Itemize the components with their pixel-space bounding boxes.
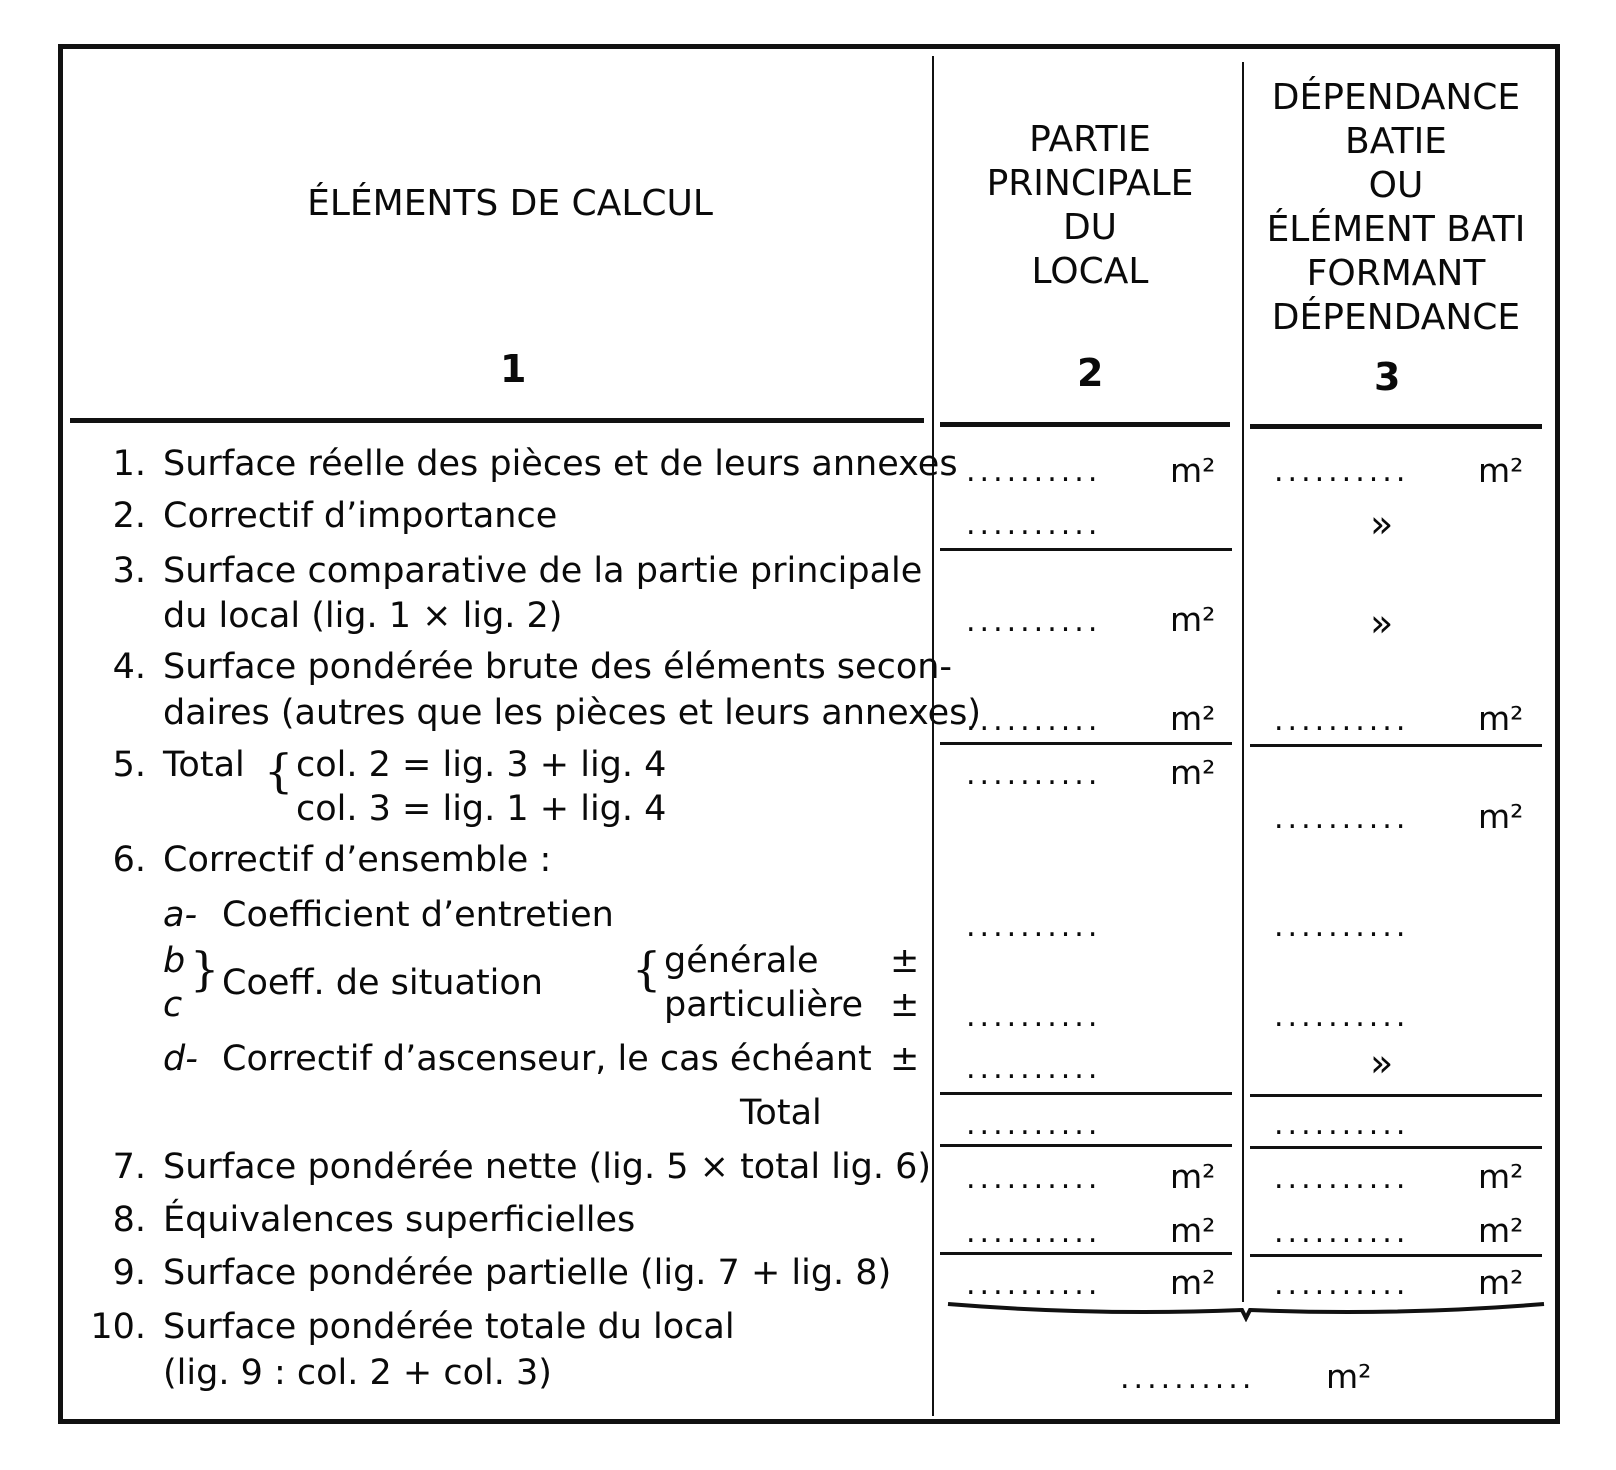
col3-header-line: FORMANT: [1306, 253, 1486, 294]
row-label: du local (lig. 1 × lig. 2): [163, 596, 563, 636]
col3-header-line: DÉPENDANCE: [1271, 297, 1521, 338]
brace: }: [190, 942, 220, 996]
unit-m2: m²: [1478, 1157, 1524, 1196]
col2-header-line: DU: [1062, 207, 1118, 248]
col3-number: 3: [1374, 355, 1401, 399]
col-divider-1: [932, 56, 934, 1416]
unit-m2: m²: [1170, 1157, 1216, 1196]
row-label: Surface pondérée brute des éléments secon-: [163, 647, 953, 687]
unit-m2: m²: [1170, 699, 1216, 738]
row-label: Correctif d’ascenseur, le cas échéant: [222, 1039, 872, 1079]
row-number: 3.: [112, 551, 146, 591]
dots-field: ..........: [966, 999, 1102, 1034]
row-number: 1.: [112, 444, 146, 484]
sub-letter: d-: [163, 1039, 198, 1079]
dots-field: ..........: [1274, 999, 1410, 1034]
rule-col2: [940, 548, 1232, 551]
rule-col2: [940, 1144, 1232, 1147]
unit-m2: m²: [1478, 1211, 1524, 1250]
sub-letter: a-: [163, 895, 198, 935]
row-label: Correctif d’ensemble :: [163, 840, 552, 880]
dots-field: ..........: [966, 703, 1102, 738]
row-number: 9.: [112, 1253, 146, 1293]
ditto-mark: »: [1370, 1041, 1394, 1085]
row-number: 8.: [112, 1200, 146, 1240]
rule-col3: [1250, 744, 1542, 747]
dots-field: ..........: [1274, 1267, 1410, 1302]
dots-field: ..........: [966, 1215, 1102, 1250]
unit-m2: m²: [1170, 600, 1216, 639]
unit-m2: m²: [1478, 451, 1524, 490]
merge-brace: [946, 1298, 1546, 1322]
col3-header-line: BATIE: [1345, 121, 1447, 162]
row-label: Surface pondérée partielle (lig. 7 + lig. 8): [163, 1253, 892, 1293]
sub-letter: c: [163, 985, 183, 1025]
dots-field: ..........: [966, 1051, 1102, 1086]
header-rule-col1: [70, 418, 924, 423]
col1-header: ÉLÉMENTS DE CALCUL: [307, 183, 713, 224]
dots-field: ..........: [1274, 1215, 1410, 1250]
dots-field: ..........: [966, 507, 1102, 542]
header-rule-col3: [1250, 424, 1542, 429]
dots-field: ..........: [1120, 1361, 1256, 1396]
dots-field: ..........: [966, 604, 1102, 639]
col2-header-line: LOCAL: [1031, 251, 1149, 292]
dots-field: ..........: [966, 757, 1102, 792]
row-label: Surface comparative de la partie principale: [163, 551, 923, 591]
rule-col3: [1250, 1254, 1542, 1257]
dots-field: ..........: [1274, 454, 1410, 489]
header-rule-col2: [940, 422, 1230, 427]
row-label: Total: [163, 745, 245, 785]
dots-field: ..........: [1274, 703, 1410, 738]
row-number: 5.: [112, 745, 146, 785]
col3-header-line: OU: [1368, 165, 1424, 206]
plus-minus: ±: [890, 941, 920, 981]
unit-m2: m²: [1326, 1357, 1372, 1396]
row-label: Coefficient d’entretien: [222, 895, 614, 935]
dots-field: ..........: [966, 1267, 1102, 1302]
col3-header-line: ÉLÉMENT BATI: [1266, 209, 1526, 250]
row-label: Équivalences superficielles: [163, 1200, 636, 1240]
total-label: Total: [740, 1093, 822, 1133]
plus-minus: ±: [890, 985, 920, 1025]
rule-col3: [1250, 1094, 1542, 1097]
row-label: particulière: [664, 985, 864, 1025]
dots-field: ..........: [966, 909, 1102, 944]
dots-field: ..........: [1274, 801, 1410, 836]
col2-header: [940, 118, 1240, 294]
col3-header-line: DÉPENDANCE: [1271, 77, 1521, 118]
row-label: Surface pondérée totale du local: [163, 1307, 735, 1347]
dots-field: ..........: [966, 1161, 1102, 1196]
dots-field: ..........: [966, 1107, 1102, 1142]
col2-header-line: PARTIE: [1029, 119, 1151, 160]
row-label: (lig. 9 : col. 2 + col. 3): [163, 1353, 552, 1393]
unit-m2: m²: [1478, 797, 1524, 836]
row-number: 4.: [112, 647, 146, 687]
col2-header-line: PRINCIPALE: [986, 163, 1194, 204]
row-label: Surface réelle des pièces et de leurs annexes: [163, 444, 958, 484]
rule-col2: [940, 1092, 1232, 1095]
unit-m2: m²: [1478, 1263, 1524, 1302]
row-label: Correctif d’importance: [163, 496, 558, 536]
dots-field: ..........: [966, 454, 1102, 489]
row-label: daires (autres que les pièces et leurs annexes): [163, 693, 982, 733]
row-number: 2.: [112, 496, 146, 536]
ditto-mark: »: [1370, 502, 1394, 546]
ditto-mark: »: [1370, 601, 1394, 645]
row-label: Surface pondérée nette (lig. 5 × total lig. 6): [163, 1147, 932, 1187]
rule-col3: [1250, 1146, 1542, 1149]
row-number: 7.: [112, 1147, 146, 1187]
dots-field: ..........: [1274, 909, 1410, 944]
sub-letter: b: [163, 941, 186, 981]
col-divider-2: [1242, 62, 1244, 1302]
plus-minus: ±: [890, 1039, 920, 1079]
unit-m2: m²: [1170, 753, 1216, 792]
row-label: générale: [664, 941, 819, 981]
row-label: Coeff. de situation: [222, 963, 543, 1003]
dots-field: ..........: [1274, 1107, 1410, 1142]
rule-col2: [940, 1252, 1232, 1255]
brace: {: [264, 744, 294, 798]
rule-col2: [940, 742, 1232, 745]
unit-m2: m²: [1170, 451, 1216, 490]
col2-number: 2: [1077, 351, 1104, 395]
col3-header: [1246, 76, 1546, 340]
row-label: col. 3 = lig. 1 + lig. 4: [296, 789, 667, 829]
row-number: 10.: [90, 1307, 146, 1347]
brace: {: [632, 942, 662, 996]
row-label: col. 2 = lig. 3 + lig. 4: [296, 745, 667, 785]
col1-number: 1: [500, 347, 527, 391]
dots-field: ..........: [1274, 1161, 1410, 1196]
unit-m2: m²: [1478, 699, 1524, 738]
unit-m2: m²: [1170, 1211, 1216, 1250]
unit-m2: m²: [1170, 1263, 1216, 1302]
row-number: 6.: [112, 840, 146, 880]
